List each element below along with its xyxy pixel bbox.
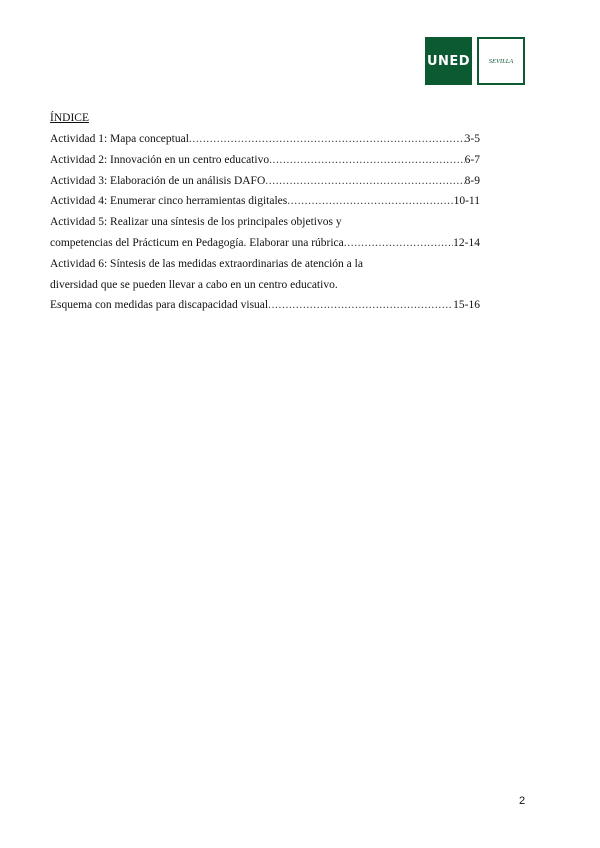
dot-leader xyxy=(344,233,453,254)
toc-page-range: 10-11 xyxy=(453,195,480,208)
toc-page-range: 8-9 xyxy=(464,174,480,187)
toc-entry-3[interactable]: Actividad 3: Elaboración de un análisis DAFO ..... 8-9 xyxy=(50,171,480,192)
table-of-contents xyxy=(50,108,480,316)
toc-entry-5[interactable]: Actividad 5: Realizar una síntesis de los principales objetivos y competencias del Prácticum en Pedagogía. Elaborar una rúbrica ..... 12-14 xyxy=(50,212,480,254)
dot-leader xyxy=(189,129,465,150)
dot-leader xyxy=(287,191,453,212)
toc-page-range: 12-14 xyxy=(453,236,480,249)
uned-logo xyxy=(425,37,525,85)
toc-entry-2[interactable]: Actividad 2: Innovación en un centro educativo ..... 6-7 xyxy=(50,150,480,171)
toc-entry-1[interactable]: Actividad 1: Mapa conceptual ..... 3-5 xyxy=(50,129,480,150)
toc-page-range: 15-16 xyxy=(453,299,480,312)
dot-leader xyxy=(269,150,465,171)
dot-leader xyxy=(265,171,464,192)
toc-title: ÍNDICE xyxy=(50,112,89,124)
toc-entry-6[interactable]: Actividad 6: Síntesis de las medidas extraordinarias de atención a la diversidad que se pueden llevar a cabo en un centro educativo. Esquema con medidas para discapacidad visual ..... 15-16 xyxy=(50,254,480,316)
uned-logo-mark: UNED xyxy=(425,37,472,85)
dot-leader xyxy=(268,295,453,316)
toc-entry-4[interactable]: Actividad 4: Enumerar cinco herramientas digitales ..... 10-11 xyxy=(50,191,480,212)
toc-page-range: 3-5 xyxy=(464,133,480,145)
uned-sede-label: SEVILLA xyxy=(477,37,525,85)
toc-page-range: 6-7 xyxy=(464,153,480,166)
page-number: 2 xyxy=(519,795,526,807)
